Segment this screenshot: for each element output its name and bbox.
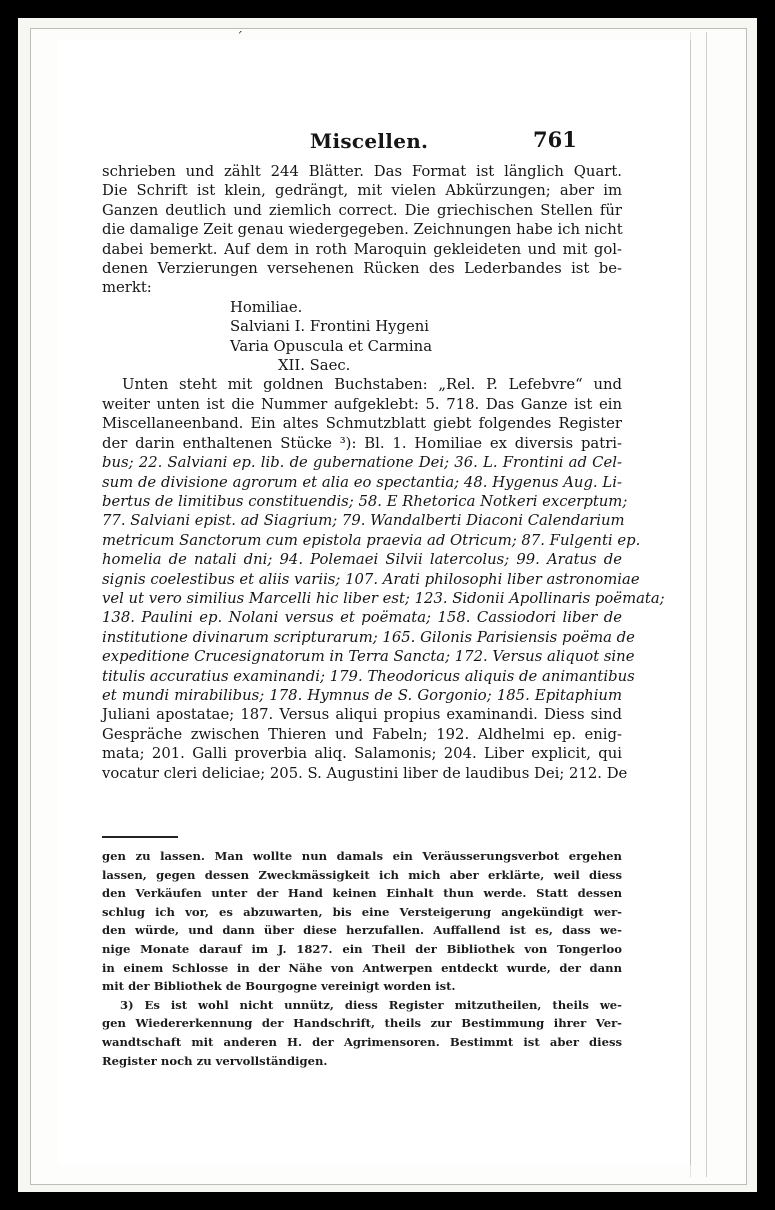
footnote-line: den Verkäufen unter der Hand keinen Einhalt thun werde. Statt dessen xyxy=(102,886,622,901)
footnote-line: mit der Bibliothek de Bourgogne vereinigt worden ist. xyxy=(102,979,456,994)
footnote-line: lassen, gegen dessen Zweckmässigkeit ich mich aber erklärte, weil diess xyxy=(102,867,622,882)
spine-title-line: Salviani I. Frontini Hygeni xyxy=(230,318,429,336)
text-line: dabei bemerkt. Auf dem in roth Maroquin gekleideten und mit gol- xyxy=(102,240,622,258)
text-line: mata; 201. Galli proverbia aliq. Salamonis; 204. Liber explicit, qui xyxy=(102,745,622,763)
page-edge-line xyxy=(706,32,707,1177)
spine-title-line: Varia Opuscula et Carmina xyxy=(230,337,433,355)
spine-title-line: Homiliae. xyxy=(230,298,303,316)
footnote-line: schlug ich vor, es abzuwarten, bis eine Versteigerung angekündigt wer- xyxy=(102,904,622,919)
text-line: bertus de limitibus constituendis; 58. E Rhetorica Notkeri excerptum; xyxy=(102,492,628,510)
running-head xyxy=(58,125,690,157)
text-line: Gespräche zwischen Thieren und Fabeln; 192. Aldhelmi ep. enig- xyxy=(102,725,622,743)
text-line: institutione divinarum scripturarum; 165. Gilonis Parisiensis poëma de xyxy=(102,628,635,646)
footnote-line: gen zu lassen. Man wollte nun damals ein Veräusserungsverbot ergehen xyxy=(102,849,622,863)
text-line: bus; 22. Salviani ep. lib. de gubernatione Dei; 36. L. Frontini ad Cel- xyxy=(102,454,622,472)
text-line: Ganzen deutlich und ziemlich correct. Die griechischen Stellen für xyxy=(102,201,622,219)
footnote-line: wandtschaft mit anderen H. der Agrimensoren. Bestimmt ist aber diess xyxy=(102,1034,622,1049)
footnote-line: Register noch zu vervollständigen. xyxy=(102,1053,328,1068)
text-line: Juliani apostatae; 187. Versus aliqui propius examinandi. Diess sind xyxy=(102,706,622,724)
text-line: denen Verzierungen versehenen Rücken des Lederbandes ist be- xyxy=(102,260,622,278)
spine-title-line: XII. Saec. xyxy=(278,357,351,375)
footnote-line: in einem Schlosse in der Nähe von Antwerpen entdeckt wurde, der dann xyxy=(102,960,622,975)
text-line: Die Schrift ist klein, gedrängt, mit vielen Abkürzungen; aber im xyxy=(102,182,622,200)
footnote-separator xyxy=(102,836,178,838)
text-line: metricum Sanctorum cum epistola praevia ad Otricum; 87. Fulgenti ep. xyxy=(102,531,641,549)
text-line: merkt: xyxy=(102,279,152,297)
text-line: Miscellaneenband. Ein altes Schmutzblatt giebt folgendes Register xyxy=(102,415,622,433)
text-line: schrieben und zählt 244 Blätter. Das Format ist länglich Quart. xyxy=(102,163,622,180)
page-number: 761 xyxy=(533,127,577,152)
text-line: der darin enthaltenen Stücke ³): Bl. 1. Homiliae ex diversis patri- xyxy=(102,434,622,452)
footnotes xyxy=(102,847,622,1070)
running-title: Miscellen. xyxy=(310,129,429,153)
document-page xyxy=(58,30,691,1165)
text-line: die damalige Zeit genau wiedergegeben. Zeichnungen habe ich nicht xyxy=(102,221,623,239)
main-text xyxy=(102,162,665,783)
text-line: homelia de natali dni; 94. Polemaei Silvii latercolus; 99. Aratus de xyxy=(102,551,622,569)
text-line: weiter unten ist die Nummer aufgeklebt: 5. 718. Das Ganze ist ein xyxy=(102,395,622,413)
text-line: expeditione Crucesignatorum in Terra Sancta; 172. Versus aliquot sine xyxy=(102,648,635,666)
ink-speck: ˊ xyxy=(236,30,243,46)
text-line: et mundi mirabilibus; 178. Hymnus de S. Gorgonio; 185. Epitaphium xyxy=(102,686,622,704)
text-line: 138. Paulini ep. Nolani versus et poëmata; 158. Cassiodori liber de xyxy=(102,609,622,627)
footnote-line: den würde, und dann über diese herzufallen. Auffallend ist es, dass we- xyxy=(102,923,622,938)
text-line: signis coelestibus et aliis variis; 107. Arati philosophi liber astronomiae xyxy=(102,570,640,588)
text-line: vel ut vero similius Marcelli hic liber est; 123. Sidonii Apollinaris poëmata; xyxy=(102,589,665,607)
text-line: 77. Salviani epist. ad Siagrium; 79. Wandalberti Diaconi Calendarium xyxy=(102,512,625,530)
text-line: titulis accuratius examinandi; 179. Theodoricus aliquis de animantibus xyxy=(102,667,635,685)
text-line: vocatur cleri deliciae; 205. S. Augustini liber de laudibus Dei; 212. De xyxy=(102,764,628,782)
text-line: Unten steht mit goldnen Buchstaben: „Rel. P. Lefebvre“ und xyxy=(122,376,622,394)
footnote-line: gen Wiedererkennung der Handschrift, theils zur Bestimmung ihrer Ver- xyxy=(102,1016,622,1031)
footnote-line: nige Monate darauf im J. 1827. ein Theil der Bibliothek von Tongerloo xyxy=(102,941,622,956)
text-line: sum de divisione agrorum et alia eo spectantia; 48. Hygenus Aug. Li- xyxy=(102,473,622,491)
spine-title xyxy=(102,298,622,376)
footnote-line: 3) Es ist wohl nicht unnütz, diess Register mitzutheilen, theils we- xyxy=(120,997,622,1012)
